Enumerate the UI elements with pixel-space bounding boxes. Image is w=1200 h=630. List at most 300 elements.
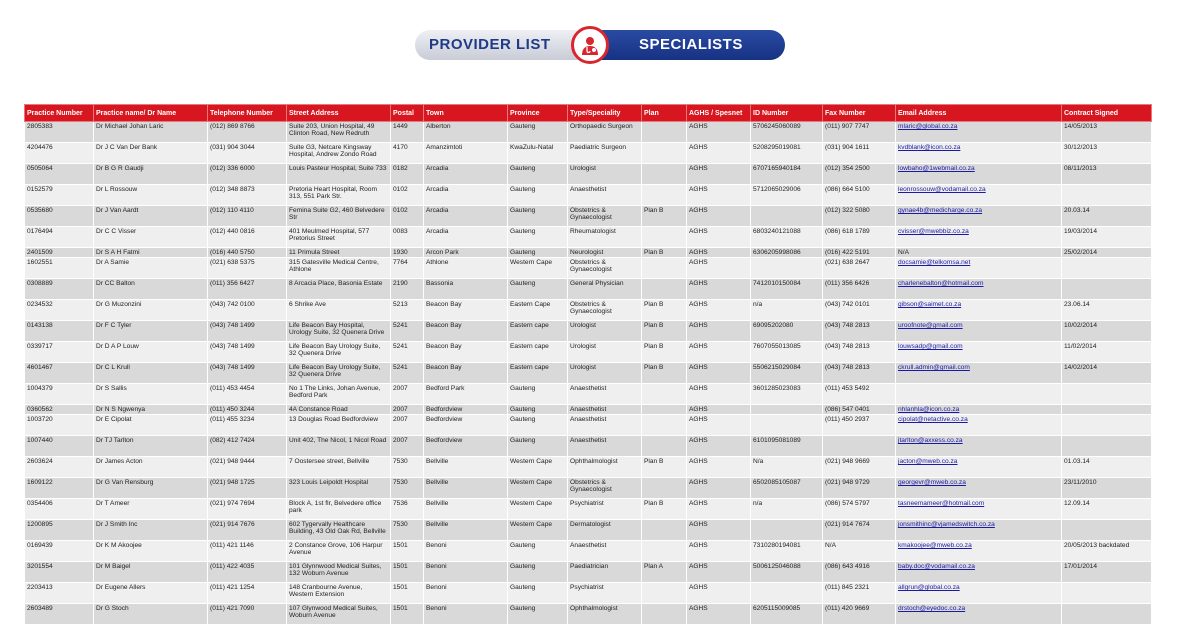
cell-province: Western Cape	[508, 258, 568, 279]
table-row	[25, 457, 1152, 478]
cell-email[interactable]: kmakoojee@mweb.co.za	[896, 541, 1062, 562]
cell-province: Gauteng	[508, 185, 568, 206]
table-row	[25, 562, 1152, 583]
cell-speciality: Obstetrics & Gynaecologist	[568, 478, 642, 499]
cell-contract-signed: 17/01/2014	[1062, 562, 1152, 583]
cell-plan: Plan B	[642, 499, 687, 520]
cell-speciality: Urologist	[568, 321, 642, 342]
cell-speciality: Anaesthetist	[568, 436, 642, 457]
cell-province: Gauteng	[508, 583, 568, 604]
table-row	[25, 122, 1152, 143]
cell-street-address: 602 Tygervally Healthcare Building, 43 Old Oak Rd, Bellville	[287, 520, 391, 541]
cell-practice-number: 1602551	[25, 258, 94, 279]
table-row	[25, 436, 1152, 457]
cell-fax-number: (043) 742 0101	[823, 300, 896, 321]
cell-practice-number: 0535680	[25, 206, 94, 227]
cell-fax-number: (021) 914 7674	[823, 520, 896, 541]
cell-practice-name: Dr T Ameer	[94, 499, 208, 520]
cell-contract-signed: 14/02/2014	[1062, 363, 1152, 384]
doctor-badge-icon	[571, 26, 609, 64]
cell-street-address: 401 Meulmed Hospital, 577 Pretorius Street	[287, 227, 391, 248]
cell-plan	[642, 541, 687, 562]
cell-email[interactable]: uroofnote@gmail.com	[896, 321, 1062, 342]
table-row	[25, 604, 1152, 625]
cell-street-address: No 1 The Links, Johan Avenue, Bedford Park	[287, 384, 391, 405]
cell-plan	[642, 258, 687, 279]
cell-practice-number: 1200895	[25, 520, 94, 541]
cell-fax-number: (086) 574 5797	[823, 499, 896, 520]
cell-postal: 7530	[391, 478, 424, 499]
cell-town: Arcadia	[424, 206, 508, 227]
cell-town: Alberton	[424, 122, 508, 143]
table-row	[25, 415, 1152, 436]
cell-town: Beacon Bay	[424, 342, 508, 363]
cell-practice-number: 0169439	[25, 541, 94, 562]
cell-postal: 0182	[391, 164, 424, 185]
cell-street-address: 7 Oostersee street, Bellville	[287, 457, 391, 478]
cell-postal: 7530	[391, 520, 424, 541]
cell-plan: Plan B	[642, 321, 687, 342]
cell-aghs-spesnet: AGHS	[687, 248, 751, 258]
cell-postal: 1501	[391, 562, 424, 583]
cell-postal: 5241	[391, 342, 424, 363]
cell-street-address: Louis Pasteur Hospital, Suite 733	[287, 164, 391, 185]
cell-contract-signed	[1062, 258, 1152, 279]
cell-fax-number: (011) 845 2321	[823, 583, 896, 604]
cell-contract-signed: 10/02/2014	[1062, 321, 1152, 342]
cell-email[interactable]: lowbaho@1webmail.co.za	[896, 164, 1062, 185]
cell-telephone: (021) 974 7694	[208, 499, 287, 520]
cell-town: Benoni	[424, 583, 508, 604]
cell-telephone: (021) 948 1725	[208, 478, 287, 499]
cell-speciality: General Physician	[568, 279, 642, 300]
cell-id-number: 5712065029006	[751, 185, 823, 206]
cell-fax-number: (021) 948 9729	[823, 478, 896, 499]
table-row	[25, 499, 1152, 520]
cell-contract-signed: 08/11/2013	[1062, 164, 1152, 185]
table-row	[25, 143, 1152, 164]
cell-contract-signed	[1062, 279, 1152, 300]
provider-table	[24, 104, 1151, 625]
cell-practice-name: Dr D A P Louw	[94, 342, 208, 363]
column-header-speciality: Type/Speciality	[568, 105, 642, 122]
cell-fax-number: (011) 450 2937	[823, 415, 896, 436]
cell-street-address: 11 Primula Street	[287, 248, 391, 258]
table-row	[25, 300, 1152, 321]
cell-postal: 5213	[391, 300, 424, 321]
cell-postal: 7530	[391, 457, 424, 478]
cell-street-address: 101 Glynnwood Medical Suites, 132 Woburn Avenue	[287, 562, 391, 583]
cell-town: Benoni	[424, 604, 508, 625]
cell-aghs-spesnet: AGHS	[687, 520, 751, 541]
cell-street-address: 4A Constance Road	[287, 405, 391, 415]
cell-practice-name: Dr J C Van Der Bank	[94, 143, 208, 164]
cell-practice-name: Dr A Samie	[94, 258, 208, 279]
cell-postal: 7536	[391, 499, 424, 520]
cell-town: Bedfordview	[424, 415, 508, 436]
cell-id-number: N/a	[751, 457, 823, 478]
cell-town: Bedford Park	[424, 384, 508, 405]
cell-street-address: Life Beacon Bay Hospital, Urology Suite, 32 Quenera Drive	[287, 321, 391, 342]
cell-telephone: (031) 904 3044	[208, 143, 287, 164]
cell-email[interactable]: mlaric@global.co.za	[896, 122, 1062, 143]
cell-street-address: 8 Arcacia Place, Basonia Estate	[287, 279, 391, 300]
column-header-id-number: ID Number	[751, 105, 823, 122]
cell-telephone: (012) 869 8766	[208, 122, 287, 143]
cell-aghs-spesnet: AGHS	[687, 122, 751, 143]
cell-province: Gauteng	[508, 122, 568, 143]
cell-telephone: (012) 336 6000	[208, 164, 287, 185]
cell-contract-signed	[1062, 604, 1152, 625]
table-row	[25, 583, 1152, 604]
cell-email[interactable]: gibson@saimet.co.za	[896, 300, 1062, 321]
cell-fax-number: (031) 904 1611	[823, 143, 896, 164]
cell-postal: 5241	[391, 321, 424, 342]
cell-province: Gauteng	[508, 164, 568, 185]
cell-town: Arcadia	[424, 164, 508, 185]
cell-postal: 4170	[391, 143, 424, 164]
cell-contract-signed	[1062, 583, 1152, 604]
cell-email[interactable]: jacton@mweb.co.za	[896, 457, 1062, 478]
cell-aghs-spesnet: AGHS	[687, 562, 751, 583]
column-header-aghs-spesnet: AGHS / Spesnet	[687, 105, 751, 122]
cell-fax-number: (021) 638 2647	[823, 258, 896, 279]
cell-email[interactable]: drstoch@eyedoc.co.za	[896, 604, 1062, 625]
cell-practice-number: 1003720	[25, 415, 94, 436]
cell-town: Bellville	[424, 457, 508, 478]
cell-fax-number: (011) 356 6426	[823, 279, 896, 300]
cell-aghs-spesnet: AGHS	[687, 300, 751, 321]
cell-practice-number: 0143138	[25, 321, 94, 342]
cell-street-address: Suite 203, Union Hospital, 49 Clinton Road, New Redruth	[287, 122, 391, 143]
cell-province: Western Cape	[508, 499, 568, 520]
cell-province: KwaZulu-Natal	[508, 143, 568, 164]
cell-province: Western Cape	[508, 457, 568, 478]
cell-contract-signed: 14/05/2013	[1062, 122, 1152, 143]
cell-postal: 5241	[391, 363, 424, 384]
cell-plan	[642, 583, 687, 604]
cell-email[interactable]: georgevr@mweb.co.za	[896, 478, 1062, 499]
cell-town: Amanzimtoti	[424, 143, 508, 164]
cell-telephone: (021) 638 5375	[208, 258, 287, 279]
cell-town: Arcadia	[424, 185, 508, 206]
cell-speciality: Anaesthetist	[568, 384, 642, 405]
cell-practice-number: 1004379	[25, 384, 94, 405]
column-header-email: Email Address	[896, 105, 1062, 122]
column-header-street-address: Street Address	[287, 105, 391, 122]
cell-plan	[642, 384, 687, 405]
cell-fax-number	[823, 436, 896, 457]
cell-telephone: (011) 455 3234	[208, 415, 287, 436]
cell-plan: Plan B	[642, 342, 687, 363]
cell-id-number: 6306205998086	[751, 248, 823, 258]
cell-email[interactable]: cipolat@netactive.co.za	[896, 415, 1062, 436]
cell-telephone: (016) 440 5750	[208, 248, 287, 258]
cell-practice-name: Dr S Sallis	[94, 384, 208, 405]
cell-email[interactable]: docsamie@telkomsa.net	[896, 258, 1062, 279]
cell-postal: 2190	[391, 279, 424, 300]
cell-email[interactable]: nhlanhla@icon.co.za	[896, 405, 1062, 415]
cell-speciality: Urologist	[568, 342, 642, 363]
cell-contract-signed	[1062, 415, 1152, 436]
cell-id-number: 7412010150084	[751, 279, 823, 300]
table-row	[25, 206, 1152, 227]
cell-speciality: Anaesthetist	[568, 405, 642, 415]
cell-town: Athlone	[424, 258, 508, 279]
cell-practice-name: Dr C C Visser	[94, 227, 208, 248]
cell-province: Gauteng	[508, 415, 568, 436]
cell-speciality: Urologist	[568, 363, 642, 384]
cell-speciality: Ophthalmologist	[568, 604, 642, 625]
cell-email[interactable]: tasneemameer@hotmail.com	[896, 499, 1062, 520]
cell-practice-name: Dr CC Balton	[94, 279, 208, 300]
cell-town: Beacon Bay	[424, 321, 508, 342]
cell-contract-signed: 30/12/2013	[1062, 143, 1152, 164]
cell-practice-name: Dr M Baigel	[94, 562, 208, 583]
cell-telephone: (011) 450 3244	[208, 405, 287, 415]
cell-plan	[642, 164, 687, 185]
cell-fax-number: (012) 322 5080	[823, 206, 896, 227]
cell-contract-signed	[1062, 185, 1152, 206]
cell-postal: 0102	[391, 206, 424, 227]
cell-telephone: (012) 348 8873	[208, 185, 287, 206]
cell-postal: 1501	[391, 583, 424, 604]
cell-id-number: 6101095081089	[751, 436, 823, 457]
cell-email[interactable]: jtarlton@axxess.co.za	[896, 436, 1062, 457]
cell-practice-name: Dr TJ Tarlton	[94, 436, 208, 457]
cell-fax-number: (011) 420 9669	[823, 604, 896, 625]
cell-aghs-spesnet: AGHS	[687, 499, 751, 520]
cell-telephone: (012) 440 0816	[208, 227, 287, 248]
cell-id-number: 7310280194081	[751, 541, 823, 562]
cell-aghs-spesnet: AGHS	[687, 384, 751, 405]
cell-practice-number: 3201554	[25, 562, 94, 583]
cell-contract-signed: 23/11/2010	[1062, 478, 1152, 499]
cell-postal: 2007	[391, 384, 424, 405]
cell-contract-signed: 20.03.14	[1062, 206, 1152, 227]
cell-practice-name: Dr L Rossouw	[94, 185, 208, 206]
cell-telephone: (021) 914 7676	[208, 520, 287, 541]
cell-town: Benoni	[424, 541, 508, 562]
cell-telephone: (011) 421 7090	[208, 604, 287, 625]
table-header-row	[25, 105, 1152, 122]
cell-postal: 0102	[391, 185, 424, 206]
cell-aghs-spesnet: AGHS	[687, 457, 751, 478]
cell-speciality: Anaesthetist	[568, 415, 642, 436]
cell-telephone: (011) 422 4035	[208, 562, 287, 583]
cell-postal: 1930	[391, 248, 424, 258]
cell-email[interactable]: baby.doc@vodamail.co.za	[896, 562, 1062, 583]
cell-id-number: 5706245060089	[751, 122, 823, 143]
cell-email[interactable]: charlenebalton@hotmail.com	[896, 279, 1062, 300]
cell-postal: 0083	[391, 227, 424, 248]
cell-id-number	[751, 583, 823, 604]
cell-id-number	[751, 206, 823, 227]
table-row	[25, 258, 1152, 279]
cell-practice-name: Dr Eugene Allers	[94, 583, 208, 604]
cell-telephone: (043) 748 1499	[208, 342, 287, 363]
cell-contract-signed: 20/05/2013 backdated	[1062, 541, 1152, 562]
table-row	[25, 321, 1152, 342]
cell-speciality: Obstetrics & Gynaecologist	[568, 258, 642, 279]
cell-telephone: (012) 110 4110	[208, 206, 287, 227]
cell-email[interactable]: allgrun@global.co.za	[896, 583, 1062, 604]
cell-aghs-spesnet: AGHS	[687, 604, 751, 625]
table-row	[25, 405, 1152, 415]
cell-telephone: (043) 742 0100	[208, 300, 287, 321]
cell-aghs-spesnet: AGHS	[687, 279, 751, 300]
cell-town: Beacon Bay	[424, 300, 508, 321]
table-row	[25, 384, 1152, 405]
cell-province: Eastern Cape	[508, 300, 568, 321]
cell-practice-name: Dr G Muzonzini	[94, 300, 208, 321]
cell-practice-number: 2603624	[25, 457, 94, 478]
cell-id-number: 5506215029084	[751, 363, 823, 384]
cell-province: Gauteng	[508, 279, 568, 300]
table-row	[25, 541, 1152, 562]
cell-speciality: Ophthalmologist	[568, 457, 642, 478]
cell-practice-number: 2401509	[25, 248, 94, 258]
cell-plan	[642, 185, 687, 206]
column-header-fax-number: Fax Number	[823, 105, 896, 122]
cell-speciality: Obstetrics & Gynaecologist	[568, 206, 642, 227]
cell-town: Arcon Park	[424, 248, 508, 258]
cell-id-number: 6803240121088	[751, 227, 823, 248]
cell-street-address: 2 Constance Grove, 106 Harpur Avenue	[287, 541, 391, 562]
cell-practice-number: 2203413	[25, 583, 94, 604]
cell-speciality: Urologist	[568, 164, 642, 185]
column-header-practice-number: Practice Number	[25, 105, 94, 122]
cell-speciality: Dermatologist	[568, 520, 642, 541]
column-header-postal: Postal	[391, 105, 424, 122]
cell-province: Gauteng	[508, 384, 568, 405]
cell-province: Eastern cape	[508, 363, 568, 384]
cell-aghs-spesnet: AGHS	[687, 583, 751, 604]
cell-fax-number: (086) 643 4916	[823, 562, 896, 583]
cell-practice-name: Dr S A H Fatmi	[94, 248, 208, 258]
cell-practice-number: 0234532	[25, 300, 94, 321]
cell-province: Gauteng	[508, 206, 568, 227]
cell-aghs-spesnet: AGHS	[687, 478, 751, 499]
cell-speciality: Psychiatrist	[568, 583, 642, 604]
cell-practice-number: 2603489	[25, 604, 94, 625]
cell-speciality: Paediatric Surgeon	[568, 143, 642, 164]
table-row	[25, 363, 1152, 384]
cell-practice-number: 0360562	[25, 405, 94, 415]
cell-practice-name: Dr F C Tyler	[94, 321, 208, 342]
cell-id-number: 7607055013085	[751, 342, 823, 363]
cell-plan: Plan A	[642, 562, 687, 583]
cell-postal: 2007	[391, 436, 424, 457]
cell-plan	[642, 604, 687, 625]
cell-plan	[642, 478, 687, 499]
cell-street-address: 323 Louis Leipoldt Hospital	[287, 478, 391, 499]
cell-fax-number: (016) 422 5191	[823, 248, 896, 258]
banner-specialists: SPECIALISTS	[599, 30, 785, 60]
cell-email[interactable]: louwsadp@gmail.com	[896, 342, 1062, 363]
cell-practice-name: Dr G Van Rensburg	[94, 478, 208, 499]
cell-plan: Plan B	[642, 206, 687, 227]
cell-plan	[642, 279, 687, 300]
cell-practice-name: Dr B G R Gaudji	[94, 164, 208, 185]
cell-fax-number: (086) 664 5100	[823, 185, 896, 206]
column-header-plan: Plan	[642, 105, 687, 122]
column-header-town: Town	[424, 105, 508, 122]
cell-plan	[642, 415, 687, 436]
cell-practice-name: Dr E Cipolat	[94, 415, 208, 436]
cell-street-address: Block A, 1st flr, Belvedere office park	[287, 499, 391, 520]
cell-contract-signed: 12.09.14	[1062, 499, 1152, 520]
cell-email[interactable]: gynae4b@medicharge.co.za	[896, 206, 1062, 227]
cell-email[interactable]: kvdblank@icon.co.za	[896, 143, 1062, 164]
table-row	[25, 342, 1152, 363]
cell-province: Eastern cape	[508, 342, 568, 363]
cell-postal: 1449	[391, 122, 424, 143]
cell-plan	[642, 227, 687, 248]
cell-id-number	[751, 258, 823, 279]
cell-province: Eastern cape	[508, 321, 568, 342]
table-row	[25, 478, 1152, 499]
cell-email[interactable]: ckrull.admin@gmail.com	[896, 363, 1062, 384]
cell-practice-name: Dr G Stoch	[94, 604, 208, 625]
cell-speciality: Neurologist	[568, 248, 642, 258]
cell-province: Gauteng	[508, 562, 568, 583]
cell-email[interactable]: cvisser@mwebbiz.co.za	[896, 227, 1062, 248]
column-header-contract-signed: Contract Signed	[1062, 105, 1152, 122]
cell-id-number: 5006125046088	[751, 562, 823, 583]
cell-email[interactable]: leonrossouw@vodamail.co.za	[896, 185, 1062, 206]
cell-town: Bellville	[424, 520, 508, 541]
cell-province: Gauteng	[508, 541, 568, 562]
cell-province: Gauteng	[508, 227, 568, 248]
cell-contract-signed	[1062, 436, 1152, 457]
cell-street-address: Suite G3, Netcare Kingsway Hospital, Andrew Zondo Road	[287, 143, 391, 164]
cell-speciality: Anaesthetist	[568, 185, 642, 206]
cell-plan: Plan B	[642, 300, 687, 321]
cell-telephone: (043) 748 1499	[208, 321, 287, 342]
cell-practice-name: Dr Michael Johan Laric	[94, 122, 208, 143]
cell-postal: 1501	[391, 541, 424, 562]
cell-fax-number: (043) 748 2813	[823, 321, 896, 342]
cell-practice-number: 0339717	[25, 342, 94, 363]
cell-street-address: 107 Glynwood Medical Suites, Woburn Avenue	[287, 604, 391, 625]
cell-contract-signed	[1062, 520, 1152, 541]
cell-speciality: Psychiatrist	[568, 499, 642, 520]
cell-street-address: 148 Cranbourne Avenue, Western Extension	[287, 583, 391, 604]
cell-postal: 1501	[391, 604, 424, 625]
table-row	[25, 520, 1152, 541]
cell-email[interactable]: jonsmithinc@vjamedswitch.co.za	[896, 520, 1062, 541]
table-row	[25, 164, 1152, 185]
cell-practice-name: Dr K M Akoojee	[94, 541, 208, 562]
cell-id-number	[751, 520, 823, 541]
cell-province: Western Cape	[508, 520, 568, 541]
cell-fax-number: (086) 547 0401	[823, 405, 896, 415]
cell-contract-signed: 25/02/2014	[1062, 248, 1152, 258]
cell-practice-number: 2805383	[25, 122, 94, 143]
cell-plan	[642, 122, 687, 143]
cell-practice-name: Dr James Acton	[94, 457, 208, 478]
cell-telephone: (043) 748 1499	[208, 363, 287, 384]
cell-plan	[642, 405, 687, 415]
cell-town: Arcadia	[424, 227, 508, 248]
cell-plan	[642, 436, 687, 457]
cell-plan	[642, 520, 687, 541]
cell-aghs-spesnet: AGHS	[687, 258, 751, 279]
cell-fax-number: (011) 453 5492	[823, 384, 896, 405]
table-row	[25, 227, 1152, 248]
cell-speciality: Orthopaedic Surgeon	[568, 122, 642, 143]
